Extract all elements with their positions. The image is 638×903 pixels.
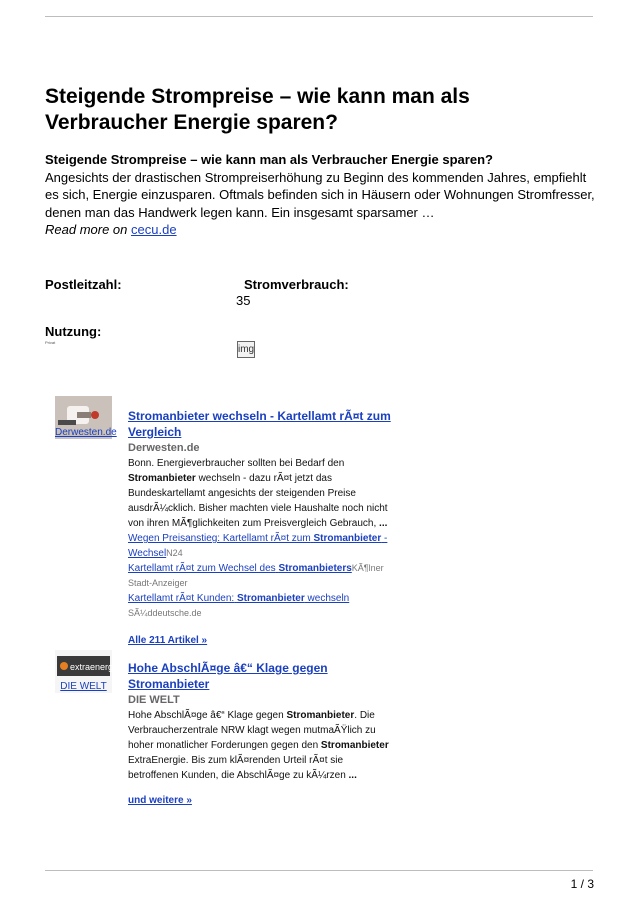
news-source-2: DIE WELT <box>128 694 180 706</box>
desc-keyword: Stromanbieter <box>320 740 389 751</box>
link-text: wechseln <box>307 593 350 604</box>
news-source-1: Derwesten.de <box>128 442 200 454</box>
desc-part: wechseln - dazu rÃ¤t jetzt das Bundeskartellamt angesichts der steigenden Preise ausdrÃ¼cklich. Bisher machten viele Haushalte noch nicht von ihren MÃ¶glichkeiten zum Preisvergleich Gebrauch, <box>128 473 388 529</box>
lead-heading: Steigende Strompreise – wie kann man als Verbraucher Energie sparen? <box>45 152 493 167</box>
news-item-1 <box>128 409 393 648</box>
stromverbrauch-label: Stromverbrauch: <box>244 277 349 292</box>
link-text: Kartellamt rÃ¤t zum Wechsel des <box>128 563 276 574</box>
more-articles-link[interactable]: und weitere » <box>128 795 192 806</box>
lead-body: Angesichts der drastischen Strompreiserhöhung zu Beginn des kommenden Jahres, empfiehlt es sich, Energie einzusparen. Oftmals befinden sich in Häusern oder Wohnungen Stromfresser, denen man das Handwerk legen kann. Ein insgesamt sparsamer … <box>45 169 595 220</box>
nutzung-label: Nutzung: <box>45 324 102 339</box>
link-text: -Wechsel <box>128 533 388 559</box>
postleitzahl-label: Postleitzahl: <box>45 277 122 292</box>
link-text: Kartellamt rÃ¤t Kunden: <box>128 593 235 604</box>
page-number: 1 / 3 <box>570 877 594 891</box>
link-text: Wegen Preisanstieg: Kartellamt rÃ¤t zum <box>128 533 311 544</box>
news-thumbnail-1[interactable] <box>55 396 117 439</box>
stromverbrauch-value: 35 <box>236 293 251 308</box>
thumbnail-caption-1: Derwesten.de <box>55 427 117 438</box>
broken-image-placeholder: img <box>237 341 255 358</box>
news-item-2 <box>128 661 393 808</box>
news-description-1 <box>128 458 388 529</box>
related-source-1: N24 <box>166 548 183 558</box>
desc-part: . Die Verbraucherzentrale NRW klagt wegen mutmaÃŸlich zu hoher monatlicher Forderungen gegen den <box>128 710 376 751</box>
desc-ellipsis: ... <box>348 770 357 781</box>
related-source-3: SÃ¼ddeutsche.de <box>128 608 202 618</box>
news-thumbnail-2[interactable] <box>55 650 121 693</box>
related-link-3[interactable] <box>128 593 349 604</box>
link-keyword: Stromanbieters <box>278 563 352 574</box>
related-link-2[interactable] <box>128 563 352 574</box>
link-keyword: Stromanbieter <box>313 533 382 544</box>
lead-section <box>45 151 600 239</box>
desc-keyword: Stromanbieter <box>286 710 355 721</box>
news-headline-1[interactable]: Stromanbieter wechseln - Kartellamt rÃ¤t zum Vergleich <box>128 409 391 439</box>
all-articles-link[interactable]: Alle 211 Artikel » <box>128 635 208 646</box>
related-source-2: KÃ¶lner Stadt-Anzeiger <box>128 563 384 588</box>
news-description-2 <box>128 710 389 781</box>
desc-part: ExtraEnergie. Bis zum klÃ¤renden Urteil rÃ¤t sie betroffenen Kunden, die AbschlÃ¤ge zu kÃ¼rzen <box>128 755 346 781</box>
desc-part: Bonn. Energieverbraucher sollten bei Bedarf den <box>128 458 345 469</box>
bottom-rule <box>45 870 593 871</box>
desc-ellipsis: ... <box>379 518 388 529</box>
page-title: Steigende Strompreise – wie kann man als Verbraucher Energie sparen? <box>45 85 470 134</box>
desc-keyword: Stromanbieter <box>128 473 196 484</box>
thumbnail-caption-2: DIE WELT <box>60 681 107 692</box>
read-more-link[interactable]: cecu.de <box>131 222 177 237</box>
top-rule <box>45 16 593 17</box>
nutzung-small-text: Privat <box>45 340 56 345</box>
link-keyword: Stromanbieter <box>236 593 305 604</box>
read-more-prefix: Read more on <box>45 222 128 237</box>
desc-part: Hohe AbschlÃ¤ge â€“ Klage gegen <box>128 710 284 721</box>
news-headline-2[interactable]: Hohe AbschlÃ¤ge â€“ Klage gegen Stromanbieter <box>128 661 328 691</box>
extraenergie-brand-text: extraenergie <box>70 662 121 672</box>
